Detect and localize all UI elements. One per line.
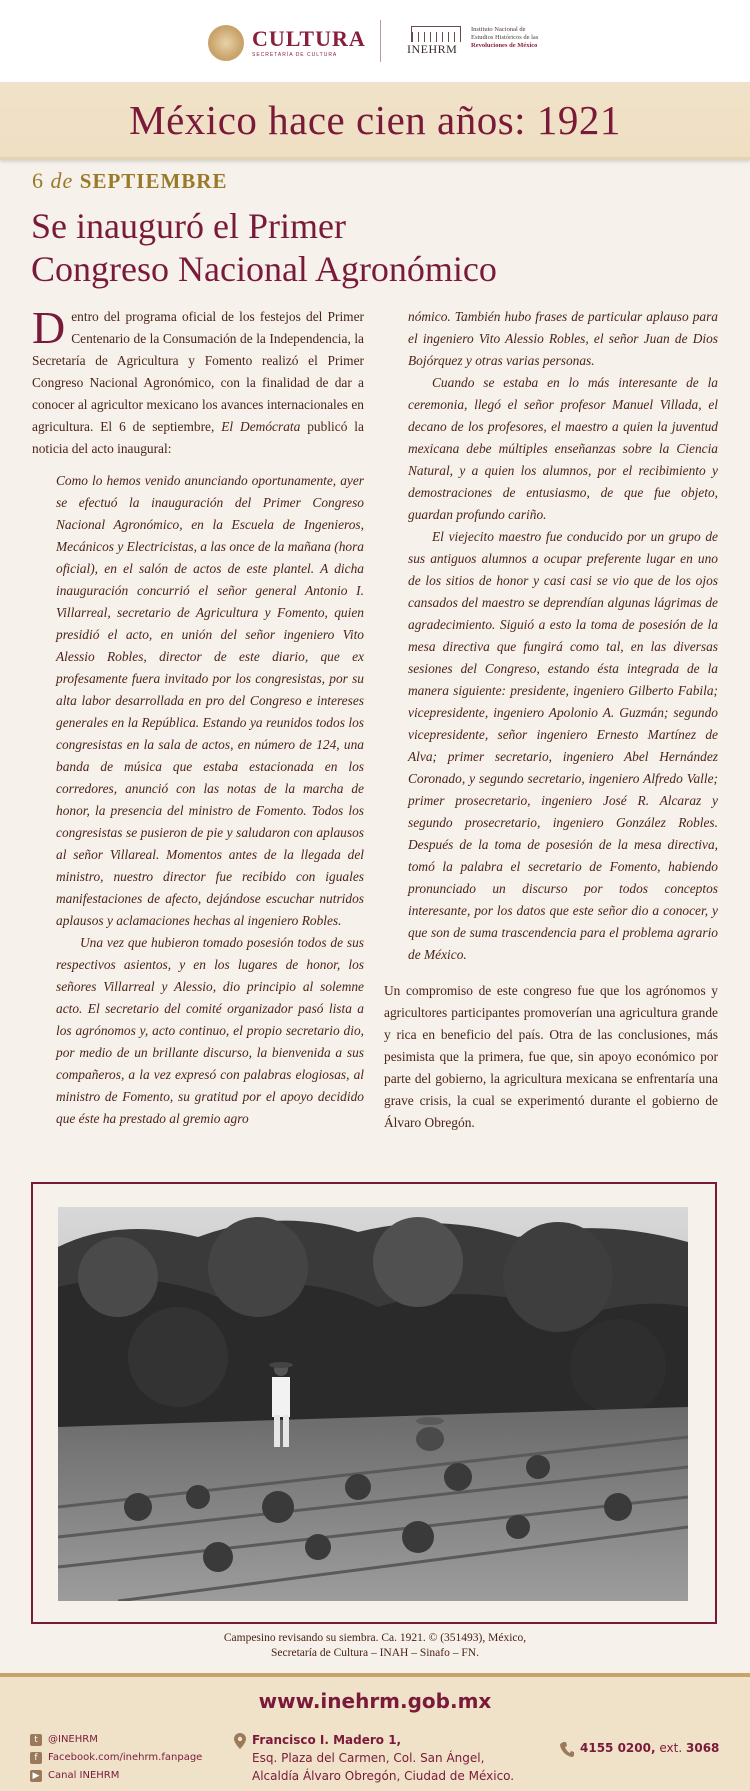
social-youtube[interactable] <box>30 1767 202 1785</box>
date-month: SEPTIEMBRE <box>79 169 228 193</box>
social-links <box>30 1731 202 1785</box>
footer <box>0 1673 750 1791</box>
page-title: México hace cien años: 1921 <box>129 97 621 143</box>
inehrm-line-2: Estudios Históricos de las <box>471 34 539 41</box>
newspaper-name: El Demócrata <box>221 419 301 434</box>
facebook-icon: f <box>30 1752 42 1764</box>
photo-caption <box>0 1631 750 1661</box>
header-divider <box>380 20 381 62</box>
quote-paragraph-2: Una vez que hubieron tomado posesión todos de sus respectivos asientos, y en los lugares de honor, los señores Villarreal y Alessio, dio principio al solemne acto. El secretario del comité organizador pasó lista a los agrónomos y, acto continuo, el propio secretario dio, por medio de un brillante discurso, la bienvenida a sus compañeros, a la vez expresó con palabras elogiosas, al ministro de Fomento, su gratitud por el apoyo decidido que éste ha prestado al gremio agro <box>56 935 364 1126</box>
date-de: de <box>50 168 74 193</box>
right-column <box>384 306 718 1134</box>
phone-ext: 3068 <box>686 1741 720 1755</box>
article-title-line-2: Congreso Nacional Agronómico <box>31 249 497 289</box>
twitter-icon: t <box>30 1734 42 1746</box>
cultura-logo-word: CULTURA <box>252 26 366 51</box>
social-facebook-label: Facebook.com/inehrm.fanpage <box>48 1752 203 1763</box>
historic-photo <box>58 1207 688 1601</box>
quote-paragraph-2-continued: nómico. También hubo frases de particular aplauso para el ingeniero Vito Alessio Robles, el señor Juan de Dios Bojórquez y otras varias personas. <box>408 309 718 368</box>
caption-line-1: Campesino revisando su siembra. Ca. 1921. © (351493), México, <box>223 1632 527 1644</box>
quote-paragraph-4: El viejecito maestro fue conducido por un grupo de sus antiguos alumnos a ocupar preferente lugar en uno de los sitios de honor y casi casi se vio que de los ojos cansados del maestro se deprendían algunas lágrimas de agradecimiento. Siguió a esto la toma de posesión de la mesa directiva que fungirá como tal, en las diversas sesiones del Congreso, estando ésta integrada de la manera siguiente: presidente, ingeniero Gilberto Fabila; vicepresidente, ingeniero Apolonio A. Guzmán; segundo vicepresidente, señor ingeniero Ernesto Martínez de Alva; primer secretario, ingeniero Abel Hernández Coronado, y segundo secretario, ingeniero Alfredo Valle; primer prosecretario, ingeniero José R. Alcaraz y segundo prosecretario, ingeniero González Robles. Después de la toma de posesión de la mesa directiva, tomó la palabra el secretario de Fomento, habiendo pronunciado un discurso por todos conceptos interesante, por los datos que este señor dio a conocer, y que son de suma trascendencia para el problema agrario de México. <box>408 529 718 962</box>
drop-cap: D <box>32 302 66 353</box>
inehrm-logo-word: INEHRM <box>407 42 458 56</box>
cultura-logo <box>208 24 366 62</box>
website-link[interactable]: www.inehrm.gob.mx <box>258 1689 492 1713</box>
social-twitter-label: @INEHRM <box>48 1734 98 1745</box>
inehrm-line-3: Revoluciones de México <box>471 42 538 49</box>
social-twitter[interactable] <box>30 1731 202 1749</box>
social-facebook[interactable] <box>30 1749 202 1767</box>
inehrm-logo <box>407 26 538 56</box>
youtube-icon: ▶ <box>30 1770 42 1782</box>
left-column <box>32 302 364 1130</box>
intro-paragraph <box>32 302 364 460</box>
title-band <box>0 82 750 160</box>
closing-paragraph: Un compromiso de este congreso fue que los agrónomos y agricultores participantes promoverían una agricultura grande y rica en beneficio del país. Otra de las conclusiones, más pesimista que la primera, fue que, sin apoyo económico por parte del gobierno, la agricultura mexicana se enfrentaría una grave crisis, la cual se experimentó durante el gobierno de Álvaro Obregón. <box>384 983 718 1130</box>
quote-block-left <box>56 470 364 1130</box>
article-title-line-1: Se inauguró el Primer <box>31 206 346 246</box>
phone-icon <box>560 1741 574 1757</box>
inehrm-building-icon <box>407 26 465 56</box>
address-line-3: Alcaldía Álvaro Obregón, Ciudad de México. <box>252 1769 515 1783</box>
quote-paragraph-3: Cuando se estaba en lo más interesante de la ceremonia, llegó el señor profesor Manuel Villada, el decano de los profesores, el maestro a quien la juventud mexicana debe múltiples enseñanzas sobre la Ciencia Natural, y a quien los alumnos, por el recibimiento y demostraciones de entusiasmo, de que fue objeto, guardan profundo cariño. <box>408 375 718 522</box>
location-pin-icon <box>234 1733 246 1749</box>
article-title <box>31 205 671 291</box>
inehrm-line-1: Instituto Nacional de <box>471 26 526 33</box>
intro-text: entro del programa oficial de los festejos del Primer Centenario de la Consumación de la Independencia, la Secretaría de Agricultura y Fomento realizó el Primer Congreso Nacional Agronómico, con la finalidad de dar a conocer al agricultor mexicano los avances internacionales en agricultura. El 6 de septiembre, <box>32 309 364 434</box>
cultura-logo-subtitle: SECRETARÍA DE CULTURA <box>252 52 338 58</box>
mexico-seal-icon <box>208 25 244 61</box>
photo-frame <box>31 1182 717 1624</box>
date-line <box>32 168 227 194</box>
phone-ext-label: ext. <box>659 1741 683 1755</box>
address-street: Francisco I. Madero 1, <box>252 1733 402 1747</box>
date-day: 6 <box>32 168 44 193</box>
address-line-2: Esq. Plaza del Carmen, Col. San Ángel, <box>252 1751 485 1765</box>
header <box>0 0 750 82</box>
phone <box>580 1741 719 1755</box>
social-youtube-label: Canal INEHRM <box>48 1770 120 1781</box>
phone-number: 4155 0200, <box>580 1741 656 1755</box>
quote-block-right <box>408 306 718 966</box>
quote-paragraph-1: Como lo hemos venido anunciando oportunamente, ayer se efectuó la inauguración del Primer Congreso Nacional Agronómico, en la Escuela de Ingenieros, Mecánicos y Electricistas, a las once de la mañana (hora oficial), en el salón de actos de este plantel. A dicha inauguración concurrió el señor general Antonio I. Villarreal, secretario de Agricultura y Fomento, quien presidió el acto, en unión del señor ingeniero Vito Alessio Robles, director de este diario, que ex profesamente fuera invitado por los congresistas, por su alta labor desarrollada en pro del Congreso e intereses generales en la República. Estando ya reunidos todos los congresistas en la sala de actos, en número de 124, una banda de música que estaba estacionada en los corredores, anunció con las notas de la marcha de honor, la presencia del ministro de Fomento. Todos los congresistas se pusieron de pie y saludaron con aplausos al señor Villareal. Momentos antes de la llegada del ministro, nuestro director fue recibido con iguales manifestaciones de afecto, dejándose escuchar nutridos aplausos y aclamaciones hechas al ingeniero Robles. <box>56 473 364 928</box>
address <box>252 1731 514 1785</box>
intro-end: publicó la noticia del acto inaugural: <box>32 419 364 456</box>
caption-line-2: Secretaría de Cultura – INAH – Sinafo – FN. <box>271 1647 479 1659</box>
field-photo-image <box>58 1207 688 1601</box>
inehrm-logo-text <box>471 26 538 50</box>
